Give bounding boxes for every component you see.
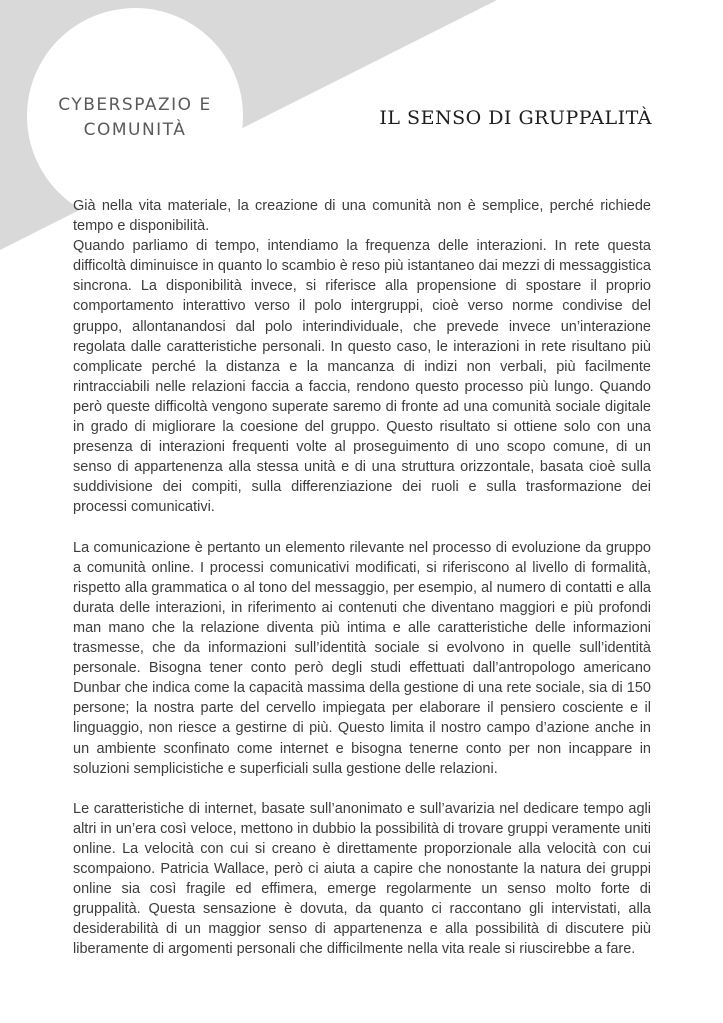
page-title: IL SENSO DI GRUPPALITÀ [379, 107, 652, 129]
paragraph-4: Le caratteristiche di internet, basate sull’anonimato e sull’avarizia nel dedicare tempo agli altri in un’era così veloce, mettono in dubbio la possibilità di trovare gruppi veramente uniti online. La velocità con cui si creano è direttamente proporzionale alla velocità con cui scompaiono. Patricia Wallace, però ci aiuta a capire che nonostante la natura dei gruppi online sia così fragile ed effimera, emerge regolarmente un senso molto forte di gruppalità. Questa sensazione è dovuta, da quanto ci raccontano gli intervistati, alla desiderabilità di un maggior senso di appartenenza e alla possibilità di discutere più liberamente di argomenti personali che difficilmente nella vita reale si riuscirebbe a fare. [73, 800, 651, 958]
paragraph-1: Già nella vita materiale, la creazione di una comunità non è semplice, perché richiede tempo e disponibilità. [73, 198, 651, 235]
paragraph-2: Quando parliamo di tempo, intendiamo la frequenza delle interazioni. In rete questa difficoltà diminuisce in quanto lo scambio è reso più istantaneo dai mezzi di messaggistica sincrona. La disponibilità invece, si riferisce alla propensione di spostare il proprio comportamento interattivo verso il polo intergruppi, cioè verso norme condivise del gruppo, allontanandosi dal polo interindividuale, che prevede invece un’interazione regolata dalle caratteristiche personali. In questo caso, le interazioni in rete risultano più complicate perché la distanza e la mancanza di indizi non verbali, più facilmente rintracciabili nelle relazioni faccia a faccia, rendono questo processo più lungo. Quando però queste difficoltà vengono superate saremo di fronte ad una comunità sociale digitale in grado di migliorare la coesione del gruppo. Questo risultato si ottiene solo con una presenza di interazioni frequenti volte al proseguimento di uno scopo comune, di un senso di appartenenza alla stessa unità e di una struttura orizzontale, basata cioè sulla suddivisione dei compiti, sulla differenziazione dei ruoli e sulla trasformazione dei processi comunicativi. [73, 238, 651, 516]
section-label-line-1: CYBERSPAZIO E [58, 95, 212, 115]
article-body [73, 196, 651, 960]
paragraph-intro [73, 196, 651, 518]
paragraph-3: La comunicazione è pertanto un elemento rilevante nel processo di evoluzione da gruppo a comunità online. I processi comunicativi modificati, si riferiscono al livello di formalità, rispetto alla grammatica o al tono del messaggio, per esempio, al numero di contatti e alla durata delle interazioni, in riferimento ai contenuti che diventano maggiori e più profondi man mano che la relazione diventa più intima e alle caratteristiche delle informazioni trasmesse, che da informazioni sull’identità sociale si evolvono in quelle sull’identità personale. Bisogna tener conto però degli studi effettuati dall’antropologo americano Dunbar che indica come la capacità massima della gestione di una rete sociale, sia di 150 persone; la nostra parte del cervello impiegata per elaborare il pensiero cosciente e il linguaggio, non riesce a gestirne di più. Questo limita il nostro campo d’azione anche in un ambiente sconfinato come internet e bisogna tenerne conto per non incappare in soluzioni semplicistiche e superficiali sulla gestione delle relazioni. [73, 539, 651, 777]
section-label-line-2: COMUNITÀ [83, 120, 187, 140]
section-label [40, 93, 230, 143]
